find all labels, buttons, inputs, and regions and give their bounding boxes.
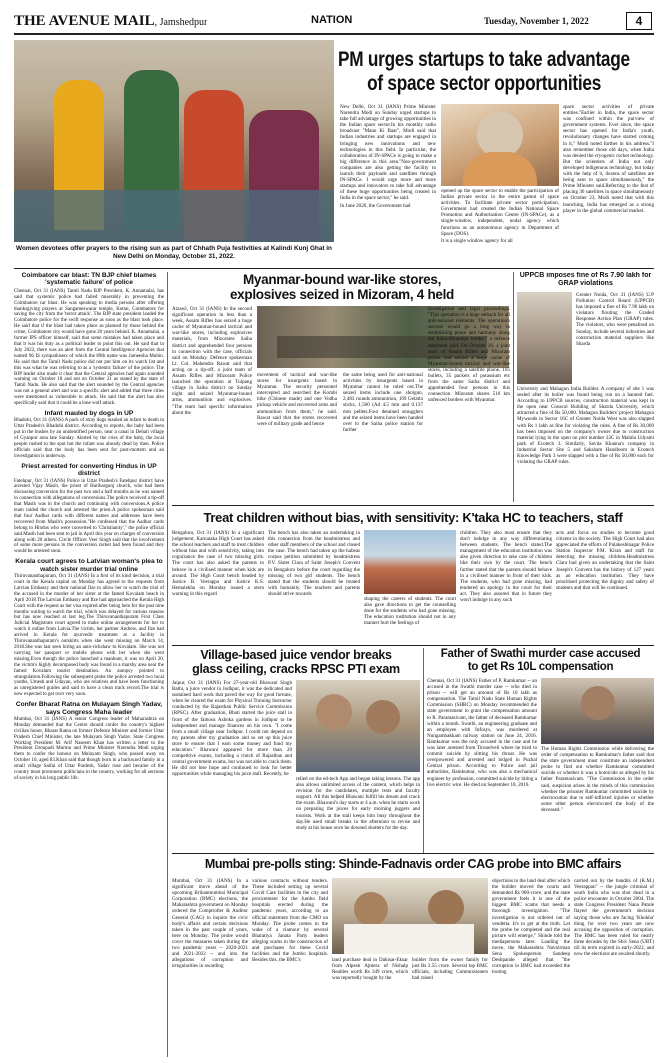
uppcb-column-a: Greater Noida, Oct 31 (IANS) U.P Pollution Control Board (UPPCB) has imposed a fine of Rs 7.90 lakh on violators flouting the Graded Response Action Plan (GRAP) rules. The violators, who were penalised on Sunday, include several industries and construction material suppliers like Sharda <box>576 292 654 347</box>
high-court-photo <box>364 530 456 594</box>
rule-after-teacher <box>172 645 654 646</box>
bmc-column-5: objections to the land deal after which the builder moved the courts and demanded Rs 900-crore, and the state government feels it is one of the biggest BMC scams that needs a thorough investigation. "The investigation is not ordered out of vendetta. It's to get at the truth. Let the probe be completed and the real picture will emerge," Shinde told the mediapersons later. Lauding the move, the Maharashtra Navnirman Sena Spokesperson Sandeep Deshpande alleged that "the corruption in BMC had exceeded the looting <box>492 878 570 976</box>
teacher-column-2: The bench has also taken an undertaking in this connection from the headmistress and other staff members of the school and closed the case. The bench had taken up the habeas corpus petition submitted by headmistress P.V. Sister Clara of Saint Joseph's Convent in Bengaluru before the court regarding the missing of two girl students. The bench stated that the students should be treated with humanity. The teachers and parents should strive towards <box>268 530 360 597</box>
lead-headline: PM urges startups to take advantage of space sector opportunities <box>338 48 630 95</box>
mizoram-column-1: Aizawl, Oct 31 (IANS) In the second significant operation in less than a week, Assam Rifles has seized a huge cache of Myanmar-bound tactical and war-like stores, including explosives materials, from Mizorams Saiha district and apprehended four persons in connection with the case, officials said on Monday. Defence spokesman Lt. Col. Mahendra Rawat said that acting on a tip-off, a joint team of Assam Rifles and Mizoram Police launched the operation at Tuipang village in Saiha district on Sunday night and seized Myanmar-bound arms, ammunition and explosives. "The team had specific information about the <box>172 306 252 416</box>
rule-after-juice <box>172 853 654 854</box>
teacher-column-1: Bengaluru, Oct 31 (IANS) In a significant judgement, Karnataka High Court has asked the school teachers and staff to treat children without bias and with sensitivity, taking into cognizance the case of two missing girls. The court has also asked the parents to behave in a civilised manner when kids are around. The High Court bench headed by Justice B. Veerappa and Justice K.S. Hemalekha on Monday issued a stern warning in this regard <box>172 530 264 597</box>
juice-column-2: relied on the ed-tech App and began taking lessons. The app also allows unlimited access of the content, which helps in revision for the candidates, multiple tests and faculty support. All this helped Bhawani fulfill his dream and crack the exam. Bhawani's day starts at 4 a.m. when he starts work on preparing the juices for early morning joggers and tourists. Work at the stall keeps him busy throughout the day.He used small breaks in the afternoon to revise and study at his house once he downed shutters for the day. <box>296 776 420 831</box>
bharat-ratna-body: Mumbai, Oct 31 (IANS) A senior Congress leader of Maharashtra on Monday demanded that the Centre should confer the country's highest civilian honor, Bharat Ratna on former Defence Minister and former Uttar Pradesh Chief Minister, the late Mulayam Singh Yadav. State Congress Working President M. Arif Naseem Khan has written a letter to the President Droupadi Murmu and Prime Minister Narendra Modi urging them to confer the honour on Mulayam Singh, who passed away on October 10, aged 83.Khan said that though born in a backward family in a small village Saifai of Uttar Pradesh, Yadav rose and became of the country most prominent politicians in the country, working for all sections of society in his long public life. <box>14 716 164 781</box>
uppcb-photo <box>517 292 572 384</box>
kerala-headline: Kerala court agrees to Latvian woman's plea to watch sister murder trial online <box>15 558 163 573</box>
mizoram-column-2: movement of tactical and war-like stores for insurgents based in Myanmar. The security personnel intercepted and searched the Kombi bike (Chinese made) and one Vodha pickup vehicle and recovered arms and ammunition from them," he said. Rawat said that the stores recovered were of military grade and hence <box>257 372 337 427</box>
bmc-column-6: carried out by the bandits of (K.M.) Veerappan" -- the jungle criminal of south India who was shot dead in a police encounter in October 2004. The state Congress President Nana Patole flayed the government's decision saying those who are facing 'Khokha' thing for over two years are now accusing the opposition of corruption. The BMC has been ruled for nearly three decades by the Shiv Sena (UBT) till its term expired in early-2022, and now the elections are awaited shortly. <box>574 878 654 958</box>
teacher-column-5: acts and focus on studies to become good citizens in the society. The High Court had also appreciated the efforts of Pulakeshinagar Police Station Inspector P.M. Kiran and staff for detecting the missing children.Headmistress Clara had given an undertaking that the Saint Joseph's Convent has the history of 127 years as an education institution. They have prioritised protecting the dignity and safety of students and that will be continued. <box>556 530 654 591</box>
juice-vendor-photo <box>296 680 420 772</box>
page-number: 4 <box>626 12 652 30</box>
juice-headline: Village-based juice vendor breaks glass ceiling, cracks RPSC PTI exam <box>192 648 400 676</box>
rule-after-mizoram <box>172 505 654 506</box>
juice-divider <box>423 648 424 853</box>
juice-column-1: Jaipur, Oct 31 (IANS) For 27-year-old Bhawani Singh Rathi, a juice vendor in Jodhpur, it was the dedicated and sustained hard work that paved the way for good fortune, when he cleared the exam for Physical Training Instructor conducted by the Rajasthan Public Service Commission (RPSC). After graduation, Bhati started the juice stall in front of the famous Ashoka gardens in Jodhpur to be independent and manage finances on his own. "I come from a small village near Jodhpur. I could not depend on my parents after my graduation and so set up this juice store to ensure that I earn some money and fund my education." Bhawani appeared for more than 20 competitive exams, including a clutch of Rajasthan and central government exams, but was not able to crack them. He did not lose hope and continued to look for better opportunities while managing his juice stall. Recently, he <box>172 680 292 778</box>
lead-column-1: New Delhi, Oct 31 (IANS) Prime Minister Narendra Modi on Sunday urged startups to take full advantage of growing opportunities in the Indian space sector.In his monthly radio broadcast "Mann Ki Baat", Modi said that Indian industries and startups are engaged in bringing new innovations and new technologies in this field. In particular, the collaboration of IN-SPACe is going to make a big difference in this area."Non-government companies are also getting the facility to launch their payloads and satellites through IN-SPACe. I would urge more and more startups and innovators to take full advantage of these huge opportunities being created in India in the space sector," he said. In June 2020, the Government had <box>340 104 436 209</box>
rule-after-lead <box>14 268 654 269</box>
uppcb-column-b: University and Mahagun India Builder. A company of site 1 was sealed after its boiler was found being run on a banned fuel. According to UPPCB sources, construction material was kept in the open near Conscol Building of Sharda University, which attracted a fine of Rs 50,000. Mahagun Builders' project Mahagun Mywoods in Sector 16C of Greater Noida West was also slapped with Rs 1 lakh as fine for violating the rules. A fine of Rs 30,000 has been imposed on the company's owner due to construction material lying in the open on plot number 33C in Mahila Udyami park of Ecotech 3. Similarly, Savita Khanna's company in Industrial Sector Site 5 and Saksham Handloom in Ecotech Knowledge Park 3 were slapped with a fine of Rs 50,000 each for violating the GRAP rules. <box>517 386 654 466</box>
bmc-headline: Mumbai pre-polls sting: Shinde-Fadnavis order CAG probe into BMC affairs <box>204 857 622 871</box>
teacher-column-4: children. They also must ensure that they don't indulge in any way differentiating between students. The bench stated.The management of the education institution was also given direction to take care of children like their own by the court. The bench further stated that the parents should behave in a civilised manner in front of their kids. The students, who had gone missing, had tendered an apology in the court for their act. They also assured that in future they won't indulge in any such <box>460 530 552 604</box>
paper-name: THE AVENUE MAIL, Jamshedpur <box>14 13 208 29</box>
chhath-puja-photo <box>14 40 334 242</box>
bmc-column-2: various contracts without tenders. These included setting up several Covid Care facilities in the city and procurement for the Jumbo field hospitals erected during the pandemic years, according to an official statement from the CMO on Monday. The probe comes in the wake of a clamour by several Bharatiya Janata Party leaders alleging scams in the construction of and purchases for these Covid facilities and the Jumbo hospitals. Besides this, the BMC's <box>252 878 328 964</box>
photo-caption: Women devotees offer prayers to the rising sun as part of Chhath Puja festivities at Kalindi Kunj Ghat in New Delhi on Monday, October 31, 2022. <box>16 245 332 260</box>
kerala-body: Thiruvananthapuram, Oct 31 (IANS) In a first of its kind decision, a trial court in the Kerala capital on Monday has agreed to the requests from Latvian Embassy and their national Ilze to allow her to watch the trial of the accused in the murder of her sister at the famed Kovalam beach in April 2018.The Latvian Embassy and Ilze had approached the Kerala High Court with the request as her visa expired after being here for the past nine months waiting to watch the trial, which was delayed for various reasons but has now reached at last leg.The Thiruvananthapuram First Class Judicial Magistrate court agreed to make online arrangements for her to watch it online from Latvia.The victim, her partner Andrew, and Ilze had arrived in Kerala for ayurvedic treatment at a facility in Thiruvananthapuram's outskirts when she went missing on March 14, 2018.She was last seen hiring an auto-rickshaw to Kovalam. She was not carrying her passport or mobile phone with her when she went missing.Even though the police launched a manhunt, it was on April 20, the victim's highly decomposed body was found in a marshy area near the famed Kovalam tourist destination. An autopsy pointed to strangulation.Following the subsequent probe the police arrested two local youths, Umesh and Udayan, who are relatives and have been functioning as unregistered guides and said to have a clean track record.The trial is now expected to get over very soon. <box>14 574 164 698</box>
swathi-column-2: The Human Rights Commission while delivering the order of compensation to Ramkumar's father said that the state government must constitute an independent probe to find out whether Ramkumar committed suicide or whether it was a homicide as alleged by his father Paramasivam. "The Commission in the order said, suspicion arises in the minds of this commission whether the prisoner Ramkumar committed suicide by electrocution due to self-inflicted injuries or whether some other person electrocuted the body of the deceased." <box>541 746 654 813</box>
issue-date: Tuesday, November 1, 2022 <box>484 16 589 26</box>
modi-photo <box>441 104 559 186</box>
priest-body: Fatehpur, Oct 31 (IANS) Police in Uttar Pradesh's Fatehpur district have arrested Vijay Masih, the priest of Harihargunj church, who had been discussing conversion for the past two and a half months as he was named in connection with allegations of conversions.The police received a tip-off that Masih was in the church and continuing with conversions.A police team raided the church and arrested the priest.A police spokesman said that four Aadhar cards with different names and addresses have been recovered from Masih's possession."He confessed that the Aadhar cards belong to Hindus who were converted to 'Christianity'," the police official said.Masih had been sent to jail in April this year on charges of conversion along with 20 others. Circle Officer Veer Singh said that the involvement of some more persons in the conversion racket had been found and they would be arrested soon. <box>14 478 164 555</box>
swathi-headline: Father of Swathi murder case accused to get Rs 10L compensation <box>440 648 641 673</box>
teacher-column-3: shaping the careers of students. The court also gave directions to get the counselling done for the students who had gone missing. The education institution should not in any manner hurt the feelings of <box>364 596 456 627</box>
teacher-headline: Treat children without bias, with sensitivity: K'taka HC to teachers, staff <box>203 510 623 525</box>
coimbatore-body: Chennai, Oct 31 (IANS) Tamil Nadu BJP President, K. Annamalai, has said that systemic police had failed miserably in preventing the Coimbatore car blast. He was speaking to media persons after offering thanksgiving prayers at Sangameswarar temple, Kottai, Coimbatore for saving the city from the 'terror attack'. The BJP state president lauded the Coimbatore police for the swift response as soon as the blast took place. He said that if the blast had taken place as planned by those behind the crime, Coimbatore city would have gone 20 years behind. K. Annamalai, a former IPS officer himself, said that some mistakes had taken place and that it was his duty as a political leader to point this out. He said that in July 2022, there was an alert from the Central Intelligence Agencies that named 96 IS sympathisers of which the 89th name was Jameesha Mubin. He said that the Tamil Nadu police did not put him on its watch list and this was what he was referring to as a 'systemic failure' of the police. The BJP leader also made it clear that the Central agencies had again sounded warning on October 18 and not on October 21 as stated by the state of Tamil Nadu. He also said that the alert sounded by the Central agencies was not a general alert and was a specific alert and added that three cities were mentioned as vulnerable to attack. He said that the alert has also specifically said that it could be a lone wolf attack. <box>14 288 164 407</box>
swathi-photo <box>541 678 654 744</box>
mizoram-headline: Myanmar-bound war-like stores, explosives seized in Mizoram, 4 held <box>229 272 455 302</box>
section-name: NATION <box>311 14 353 26</box>
bmc-column-3: land purchase deal in Dahisar-Eksar from Alpesh Ajmera of Nishalp Realties worth Rs 349 crore, which was reportedly bought by the <box>332 957 408 982</box>
bmc-column-1: Mumbai, Oct 31 (IANS) In a significant move ahead of the upcoming Brihanmumbai Municipal Corporation (BMC) elections, the Maharashtra government on Monday ordered the Comptroller & Auditor General (CAG) to inquire the civic body's affairs and certain decisions taken in the past couple of years, here on Monday. The probe would cover the measures taken during the two pandemic years -- 2020-2021 and 2021-2022 -- and into the allegations of corruption and irregularities in awarding <box>172 878 248 970</box>
bharat-ratna-headline: Confer Bharat Ratna on Mulayam Singh Yadav, says Congress Maha leader <box>15 701 163 716</box>
mizoram-column-4: investigation and legal proceedings. "This operation is a huge setback for all anti-national elements. The operation's success would go a long way in establishing peace and harmony along the India-Myanmar border," a defence statement said. On October 26, a joint team of Assam Rifles and Mizoram police had seized a large cache of Myanmar-bound tactical and war-like stores, including a satellite phone, 105 bullets, 35 packets of potassium etc from the same Saiha district and apprehended four persons in this connection. Mizoram shares 510 km unfenced borders with Myanmar. <box>428 306 510 404</box>
infant-body: Bhadohi, Oct 31 (IANS) A pack of stray dogs mauled an infant to death in Uttar Pradesh's Bhadohi district. According to reports, the baby had been put in the bushes by an unidentified person, near a canal in Dehati village of Gyanpur area late Sunday. Alerted by the cries of the baby, the local people rushed to the spot but the infant was already dead by then. Police officials said that the body has been sent for post-mortem and an investigation is underway. <box>14 418 164 459</box>
left-column <box>14 272 164 1057</box>
uppcb-divider <box>513 272 514 502</box>
shinde-fadnavis-photo <box>332 878 488 954</box>
lead-column-3: space sector activities of private entities."Earlier in India, the space sector was confined within the purview of government systems. Ever since, the space sector has opened for India's youth, revolutionary changes have started coming in it," Modi noted further in his address."I also remember those old days, when India was denied the cryogenic rocket technology. But the scientists of India not only developed indigenous technology, but today with the help of it, dozens of satellites are being sent to space simultaneously," the Prime Minister said.Referring to the feat of placing 36 satellites in space simultaneously on October 23, Modi noted that with this launching, India has emerged as a strong player in the global commercial market. <box>563 104 654 214</box>
infant-headline: Infant mauled by dogs in UP <box>44 409 134 417</box>
left-column-divider <box>167 272 168 1057</box>
swathi-column-1: Chennai, Oct 31 (IANS) Father of P. Ramkumar -- an accused in the Swathi murder case -- who died in prison -- will get an amount of Rs 10 lakh as compensation. The Tamil Nadu State Human Rights Commission (SHRC) on Monday recommended the state government to grant the compensation amount to R. Paramasivam, the father of deceased Ramkumar within a month. Swathi, an engineering graduate and an employee with Infosys, was murdered at Nungambakkam railway station on June 24, 2016. Ramkumar was the only accused in the case and he was later arrested from Tirunelveli where he tried to commit suicide by slitting his throat. He was overpowered and arrested and lodged in Puzhal Central prison. According to Police and jail authorities, Ramkumar, who was also a mechanical engineer by profession, committed suicide by biting a live electric wire. He died on September 18, 2016. <box>427 678 537 788</box>
mizoram-column-3: the same being used for anti-national activities by insurgents based in Myanmar cannot be ruled out.The seized items include one shotgun, 2,483 rounds ammunition, 169 Gelatin sticks, 1,500 (Ad 4.5 mm and 0.137 mm pellets.Four detained smugglers and the seized items have been handed over to the Saiha police station for further <box>343 372 423 433</box>
bmc-column-4: builder from the owner family for just Rs 2.55 crore. Several top BMC officials, including Commissioners had raised <box>412 957 488 982</box>
masthead-rule <box>14 33 654 35</box>
coimbatore-headline: Coimbatore car blast: TN BJP chief blames 'systematic failure' of police <box>21 272 157 287</box>
lead-column-2: opened up the space sector to enable the participation of Indian private sector in the entire gamut of space activities. To facilitate private sector participation, Government had created the Indian National Space Promotion and Authorisation Centre (IN-SPACe), as a single-window, independent, nodal agency which functions as an autonomous agency in Department of Space (DOS). It is a single window agency for all <box>441 188 559 244</box>
priest-headline: Priest arrested for converting Hindus in UP district <box>21 462 157 478</box>
uppcb-headline: UPPCB imposes fine of Rs 7.90 lakh for GRAP violations <box>519 272 652 287</box>
